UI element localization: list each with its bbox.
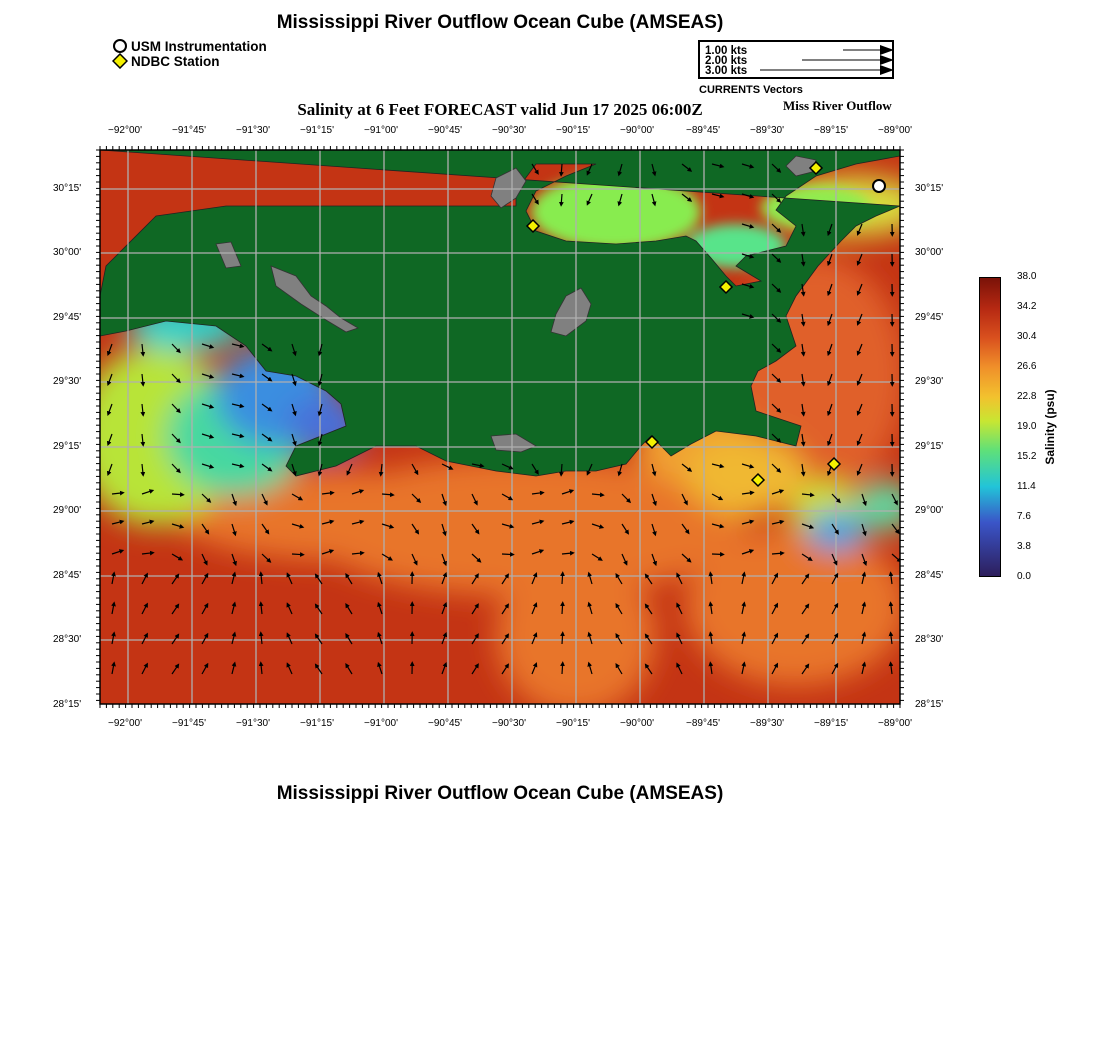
lat-label: 30°15' <box>53 183 82 194</box>
vector-scale-3: 3.00 kts <box>705 65 748 77</box>
lon-label: −90°45' <box>428 718 462 729</box>
lat-label: 29°00' <box>915 505 944 516</box>
lon-label: −91°45' <box>172 125 206 136</box>
lon-label: −91°15' <box>300 718 334 729</box>
current-vector-arrow <box>562 635 563 644</box>
colorbar-tick: 26.6 <box>1017 361 1037 372</box>
lat-label: 29°00' <box>53 505 82 516</box>
map-subtitle: Salinity at 6 Feet FORECAST valid Jun 17 2025 06:00Z <box>297 100 703 119</box>
current-vector-arrow <box>561 164 562 173</box>
current-vector-arrow <box>561 464 562 473</box>
lat-label: 28°15' <box>53 699 82 710</box>
colorbar-tick: 19.0 <box>1017 421 1037 432</box>
lat-label: 29°15' <box>53 441 82 452</box>
page-title: Mississippi River Outflow Ocean Cube (AMSEAS) <box>276 12 724 33</box>
colorbar-tick: 7.6 <box>1017 511 1031 522</box>
legend-ndbc <box>112 53 220 69</box>
lat-label: 28°15' <box>915 699 944 710</box>
vector-scale-arrows <box>700 42 896 81</box>
current-vector-arrow <box>592 494 601 495</box>
colorbar-tick: 15.2 <box>1017 451 1037 462</box>
lon-label: −90°15' <box>556 718 590 729</box>
lon-label: −89°00' <box>878 125 912 136</box>
page-title-bottom: Mississippi River Outflow Ocean Cube (AMSEAS) <box>276 783 724 804</box>
lon-label: −90°00' <box>620 718 654 729</box>
legend-usm <box>112 38 267 54</box>
legend-usm-label: USM Instrumentation <box>131 38 267 54</box>
lon-label: −89°30' <box>750 718 784 729</box>
lat-label: 29°45' <box>53 312 82 323</box>
lon-label: −92°00' <box>108 125 142 136</box>
lat-label: 28°45' <box>915 570 944 581</box>
lat-label: 30°00' <box>53 247 82 258</box>
vector-scale-2: 2.00 kts <box>705 55 748 67</box>
current-vector-arrow <box>562 575 563 584</box>
colorbar <box>979 277 1001 577</box>
vector-scale-1: 1.00 kts <box>705 45 748 57</box>
lat-label: 28°30' <box>53 634 82 645</box>
lon-label: −90°15' <box>556 125 590 136</box>
colorbar-tick: 11.4 <box>1017 481 1036 492</box>
lat-label: 29°30' <box>915 376 944 387</box>
lat-label: 28°45' <box>53 570 82 581</box>
current-vector-arrow <box>562 605 563 614</box>
colorbar-tick: 30.4 <box>1017 331 1037 342</box>
lat-label: 30°15' <box>915 183 944 194</box>
lon-label: −89°45' <box>686 125 720 136</box>
current-vector-arrow <box>772 553 781 554</box>
colorbar-tick: 22.8 <box>1017 391 1037 402</box>
current-vector-arrow <box>172 494 181 495</box>
usm-station-marker[interactable] <box>873 180 885 192</box>
lon-label: −89°45' <box>686 718 720 729</box>
lat-label: 30°00' <box>915 247 944 258</box>
colorbar-tick: 0.0 <box>1017 571 1031 582</box>
lon-label: −89°15' <box>814 718 848 729</box>
lat-label: 29°30' <box>53 376 82 387</box>
lat-label: 29°15' <box>915 441 944 452</box>
lon-label: −91°30' <box>236 125 270 136</box>
colorbar-tick: 3.8 <box>1017 541 1031 552</box>
lon-label: −91°15' <box>300 125 334 136</box>
lon-label: −89°30' <box>750 125 784 136</box>
colorbar-tick: 34.2 <box>1017 301 1037 312</box>
colorbar-tick: 38.0 <box>1017 271 1037 282</box>
colorbar-title: Salinity (psu) <box>1043 389 1057 465</box>
legend-ndbc-label: NDBC Station <box>131 53 220 69</box>
lon-label: −91°00' <box>364 125 398 136</box>
lon-label: −91°45' <box>172 718 206 729</box>
current-vector-arrow <box>292 554 301 555</box>
vector-scale-title: CURRENTS Vectors <box>699 84 803 96</box>
salinity-map <box>96 146 906 710</box>
outflow-label: Miss River Outflow <box>783 98 892 113</box>
lon-label: −90°00' <box>620 125 654 136</box>
lat-label: 28°30' <box>915 634 944 645</box>
lon-label: −90°45' <box>428 125 462 136</box>
lon-label: −89°15' <box>814 125 848 136</box>
lon-label: −90°30' <box>492 718 526 729</box>
lat-label: 29°45' <box>915 312 944 323</box>
usm-marker-icon <box>112 38 128 54</box>
current-vector-arrow <box>382 494 391 495</box>
lon-label: −89°00' <box>878 718 912 729</box>
lon-label: −91°30' <box>236 718 270 729</box>
lon-label: −91°00' <box>364 718 398 729</box>
lon-label: −92°00' <box>108 718 142 729</box>
current-vector-arrow <box>562 665 563 674</box>
lon-label: −90°30' <box>492 125 526 136</box>
ndbc-marker-icon <box>112 53 128 69</box>
vector-scale-box <box>698 40 894 79</box>
current-vector-arrow <box>561 194 562 203</box>
